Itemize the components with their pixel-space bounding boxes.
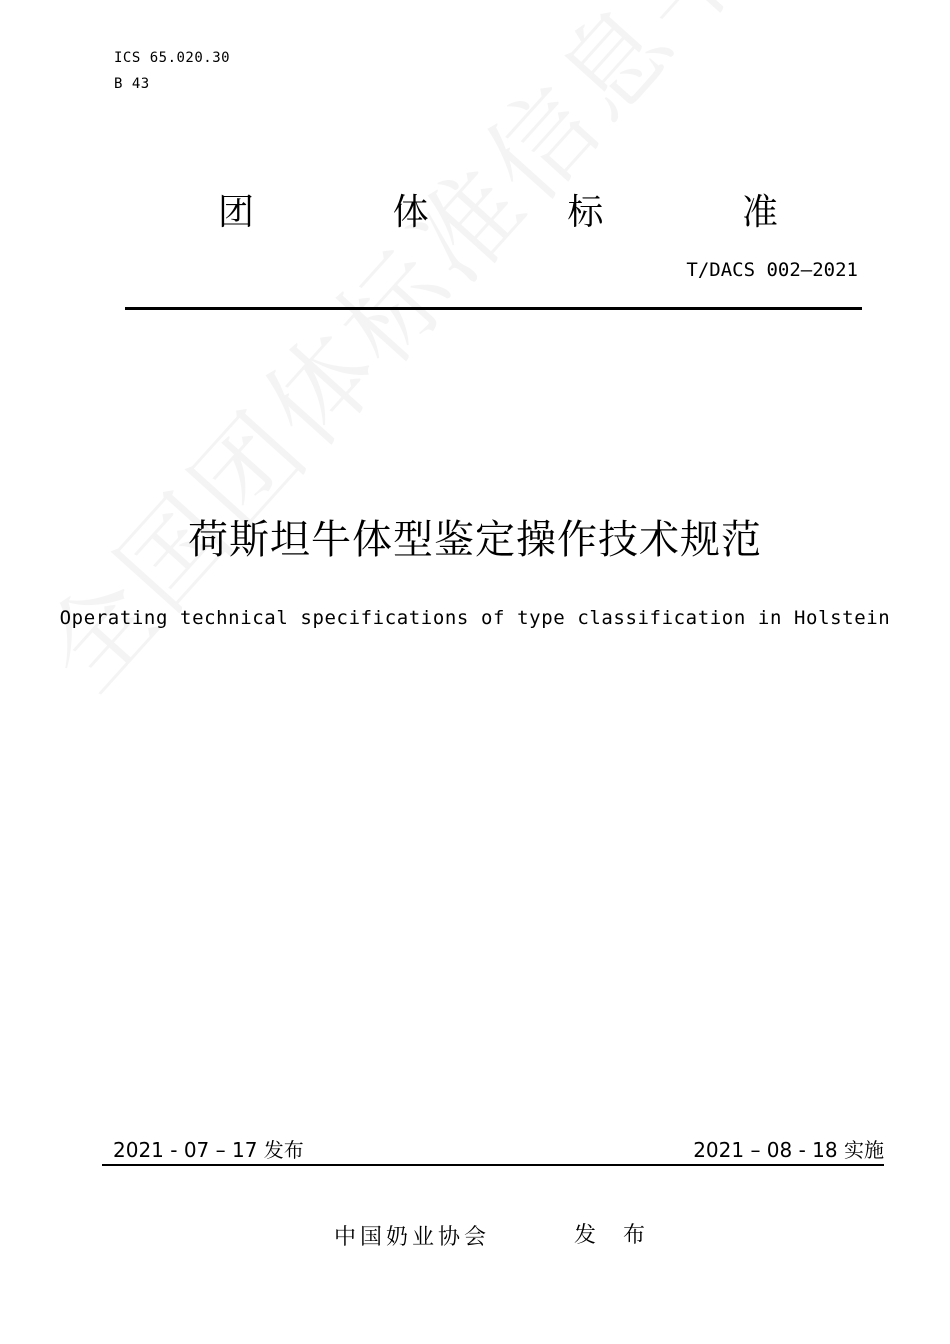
standard-type-char: 准	[741, 192, 778, 233]
ics-code: ICS 65.020.30	[114, 50, 231, 66]
title-chinese: 荷斯坦牛体型鉴定操作技术规范	[188, 517, 762, 563]
title-english: Operating technical specifications of type classification in Holstein	[59, 607, 891, 629]
standard-type-char: 标	[567, 192, 604, 233]
implementation-date: 2021 – 08 - 18 实施	[693, 1138, 884, 1162]
standard-type-char: 团	[218, 192, 255, 233]
classification-code: B 43	[114, 76, 150, 92]
standard-type-char: 体	[392, 192, 429, 233]
standard-number: T/DACS 002—2021	[686, 259, 858, 281]
issue-date: 2021 - 07 – 17 发布	[113, 1138, 304, 1162]
watermark	[40, 0, 761, 697]
bottom-divider	[102, 1164, 884, 1166]
publish-label: 发 布	[574, 1223, 655, 1248]
standard-type	[218, 188, 778, 238]
publisher-name: 中国奶业协会	[334, 1225, 491, 1250]
top-divider	[125, 307, 862, 310]
